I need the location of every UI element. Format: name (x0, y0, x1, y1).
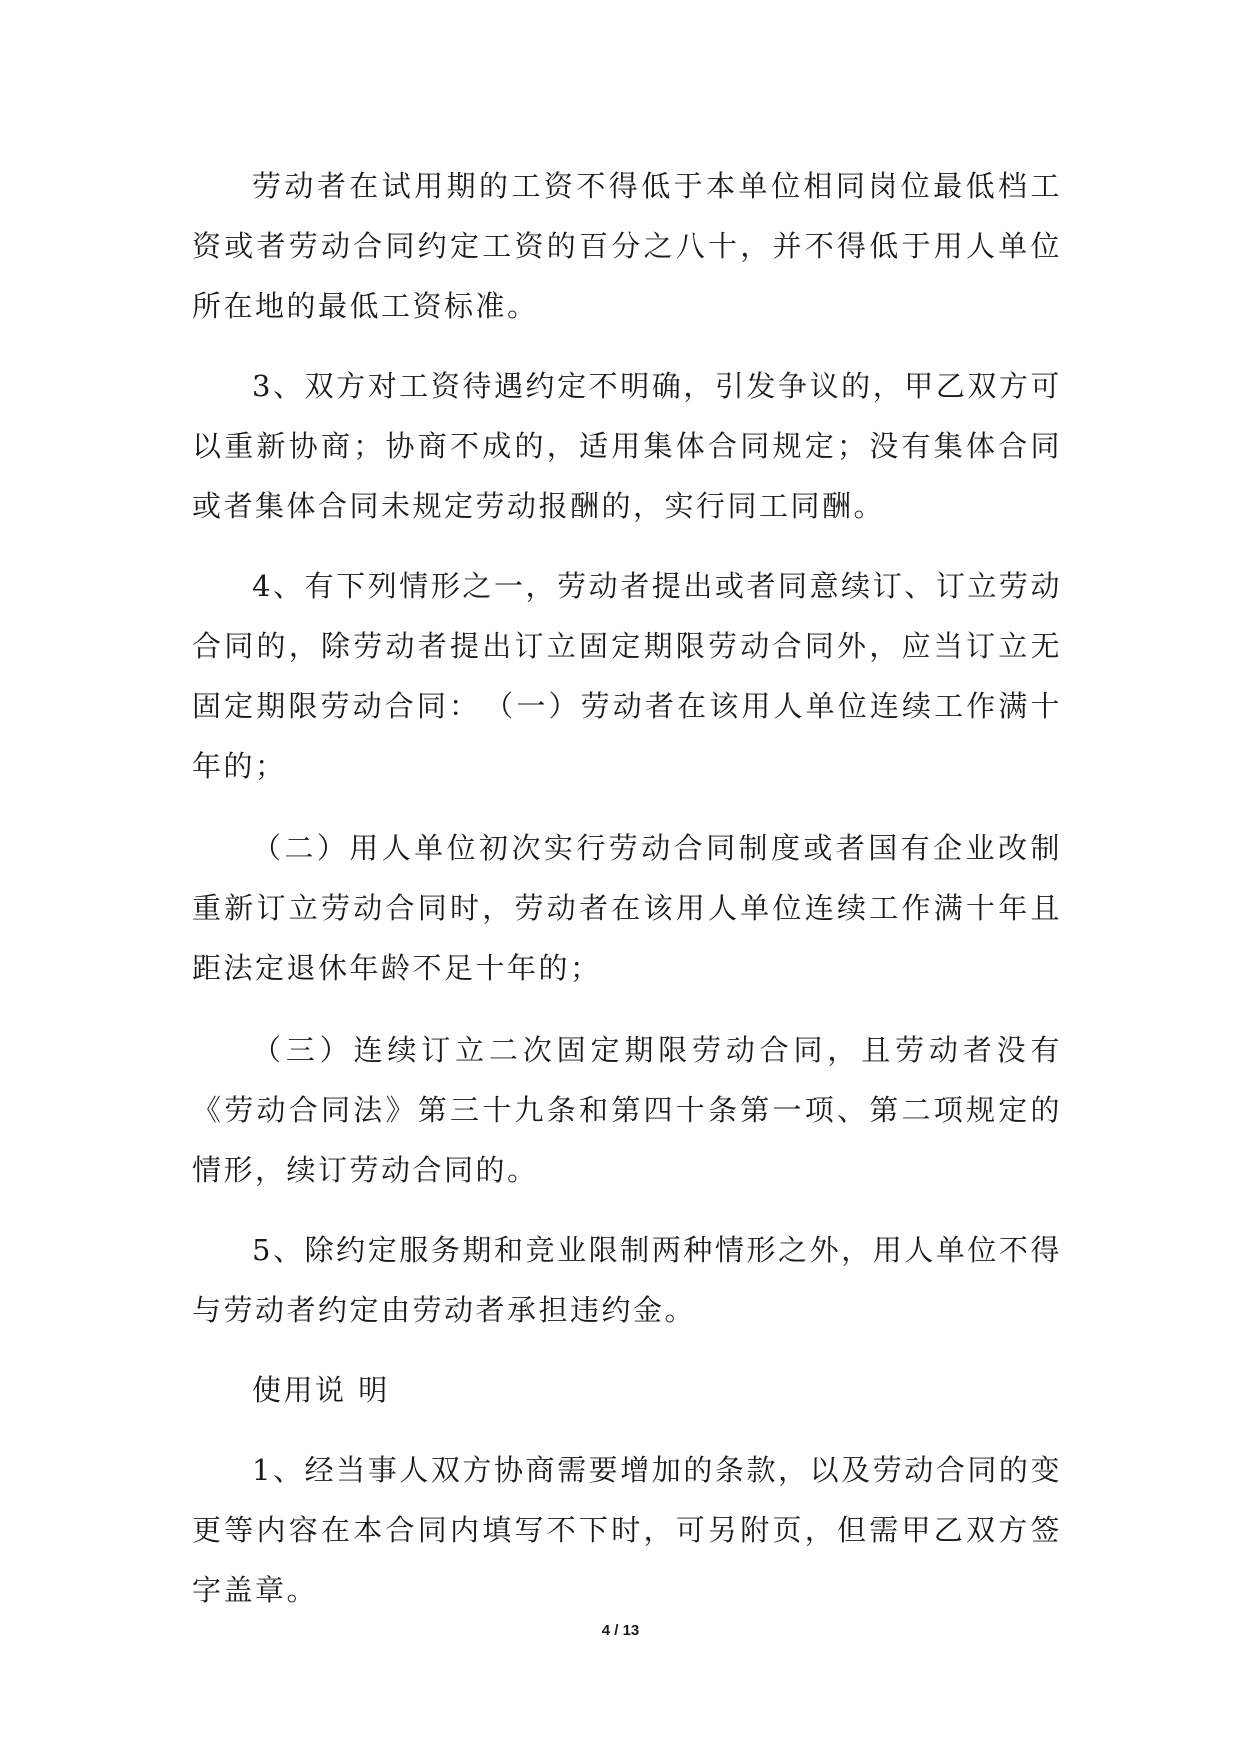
paragraph-probation-wage: 劳动者在试用期的工资不得低于本单位相同岗位最低档工资或者劳动合同约定工资的百分之八十，并不得低于用人单位所在地的最低工资标准。 (192, 169, 1062, 323)
section-heading-usage-notes: 使用说 明 (252, 1373, 390, 1407)
paragraph-clause-5: 5、除约定服务期和竞业限制两种情形之外，用人单位不得与劳动者约定由劳动者承担违约金。 (192, 1233, 1062, 1327)
paragraph-clause-4: 4、有下列情形之一，劳动者提出或者同意续订、订立劳动合同的，除劳动者提出订立固定期限劳动合同外，应当订立无固定期限劳动合同： （一）劳动者在该用人单位连续工作满十年的； (192, 569, 1062, 783)
paragraph-clause-4-item-3: （三）连续订立二次固定期限劳动合同，且劳动者没有《劳动合同法》第三十九条和第四十条第一项、第二项规定的情形，续订劳动合同的。 (192, 1033, 1062, 1187)
page-number: 4 / 13 (601, 1622, 640, 1639)
paragraph-clause-3: 3、双方对工资待遇约定不明确，引发争议的，甲乙双方可以重新协商；协商不成的，适用集体合同规定；没有集体合同或者集体合同未规定劳动报酬的，实行同工同酬。 (192, 369, 1062, 523)
paragraph-usage-note-1: 1、经当事人双方协商需要增加的条款，以及劳动合同的变更等内容在本合同内填写不下时，可另附页，但需甲乙双方签字盖章。 (192, 1453, 1062, 1607)
document-body (192, 156, 1062, 1620)
paragraph-clause-4-item-2: （二）用人单位初次实行劳动合同制度或者国有企业改制重新订立劳动合同时，劳动者在该用人单位连续工作满十年且距法定退休年龄不足十年的； (192, 831, 1062, 985)
